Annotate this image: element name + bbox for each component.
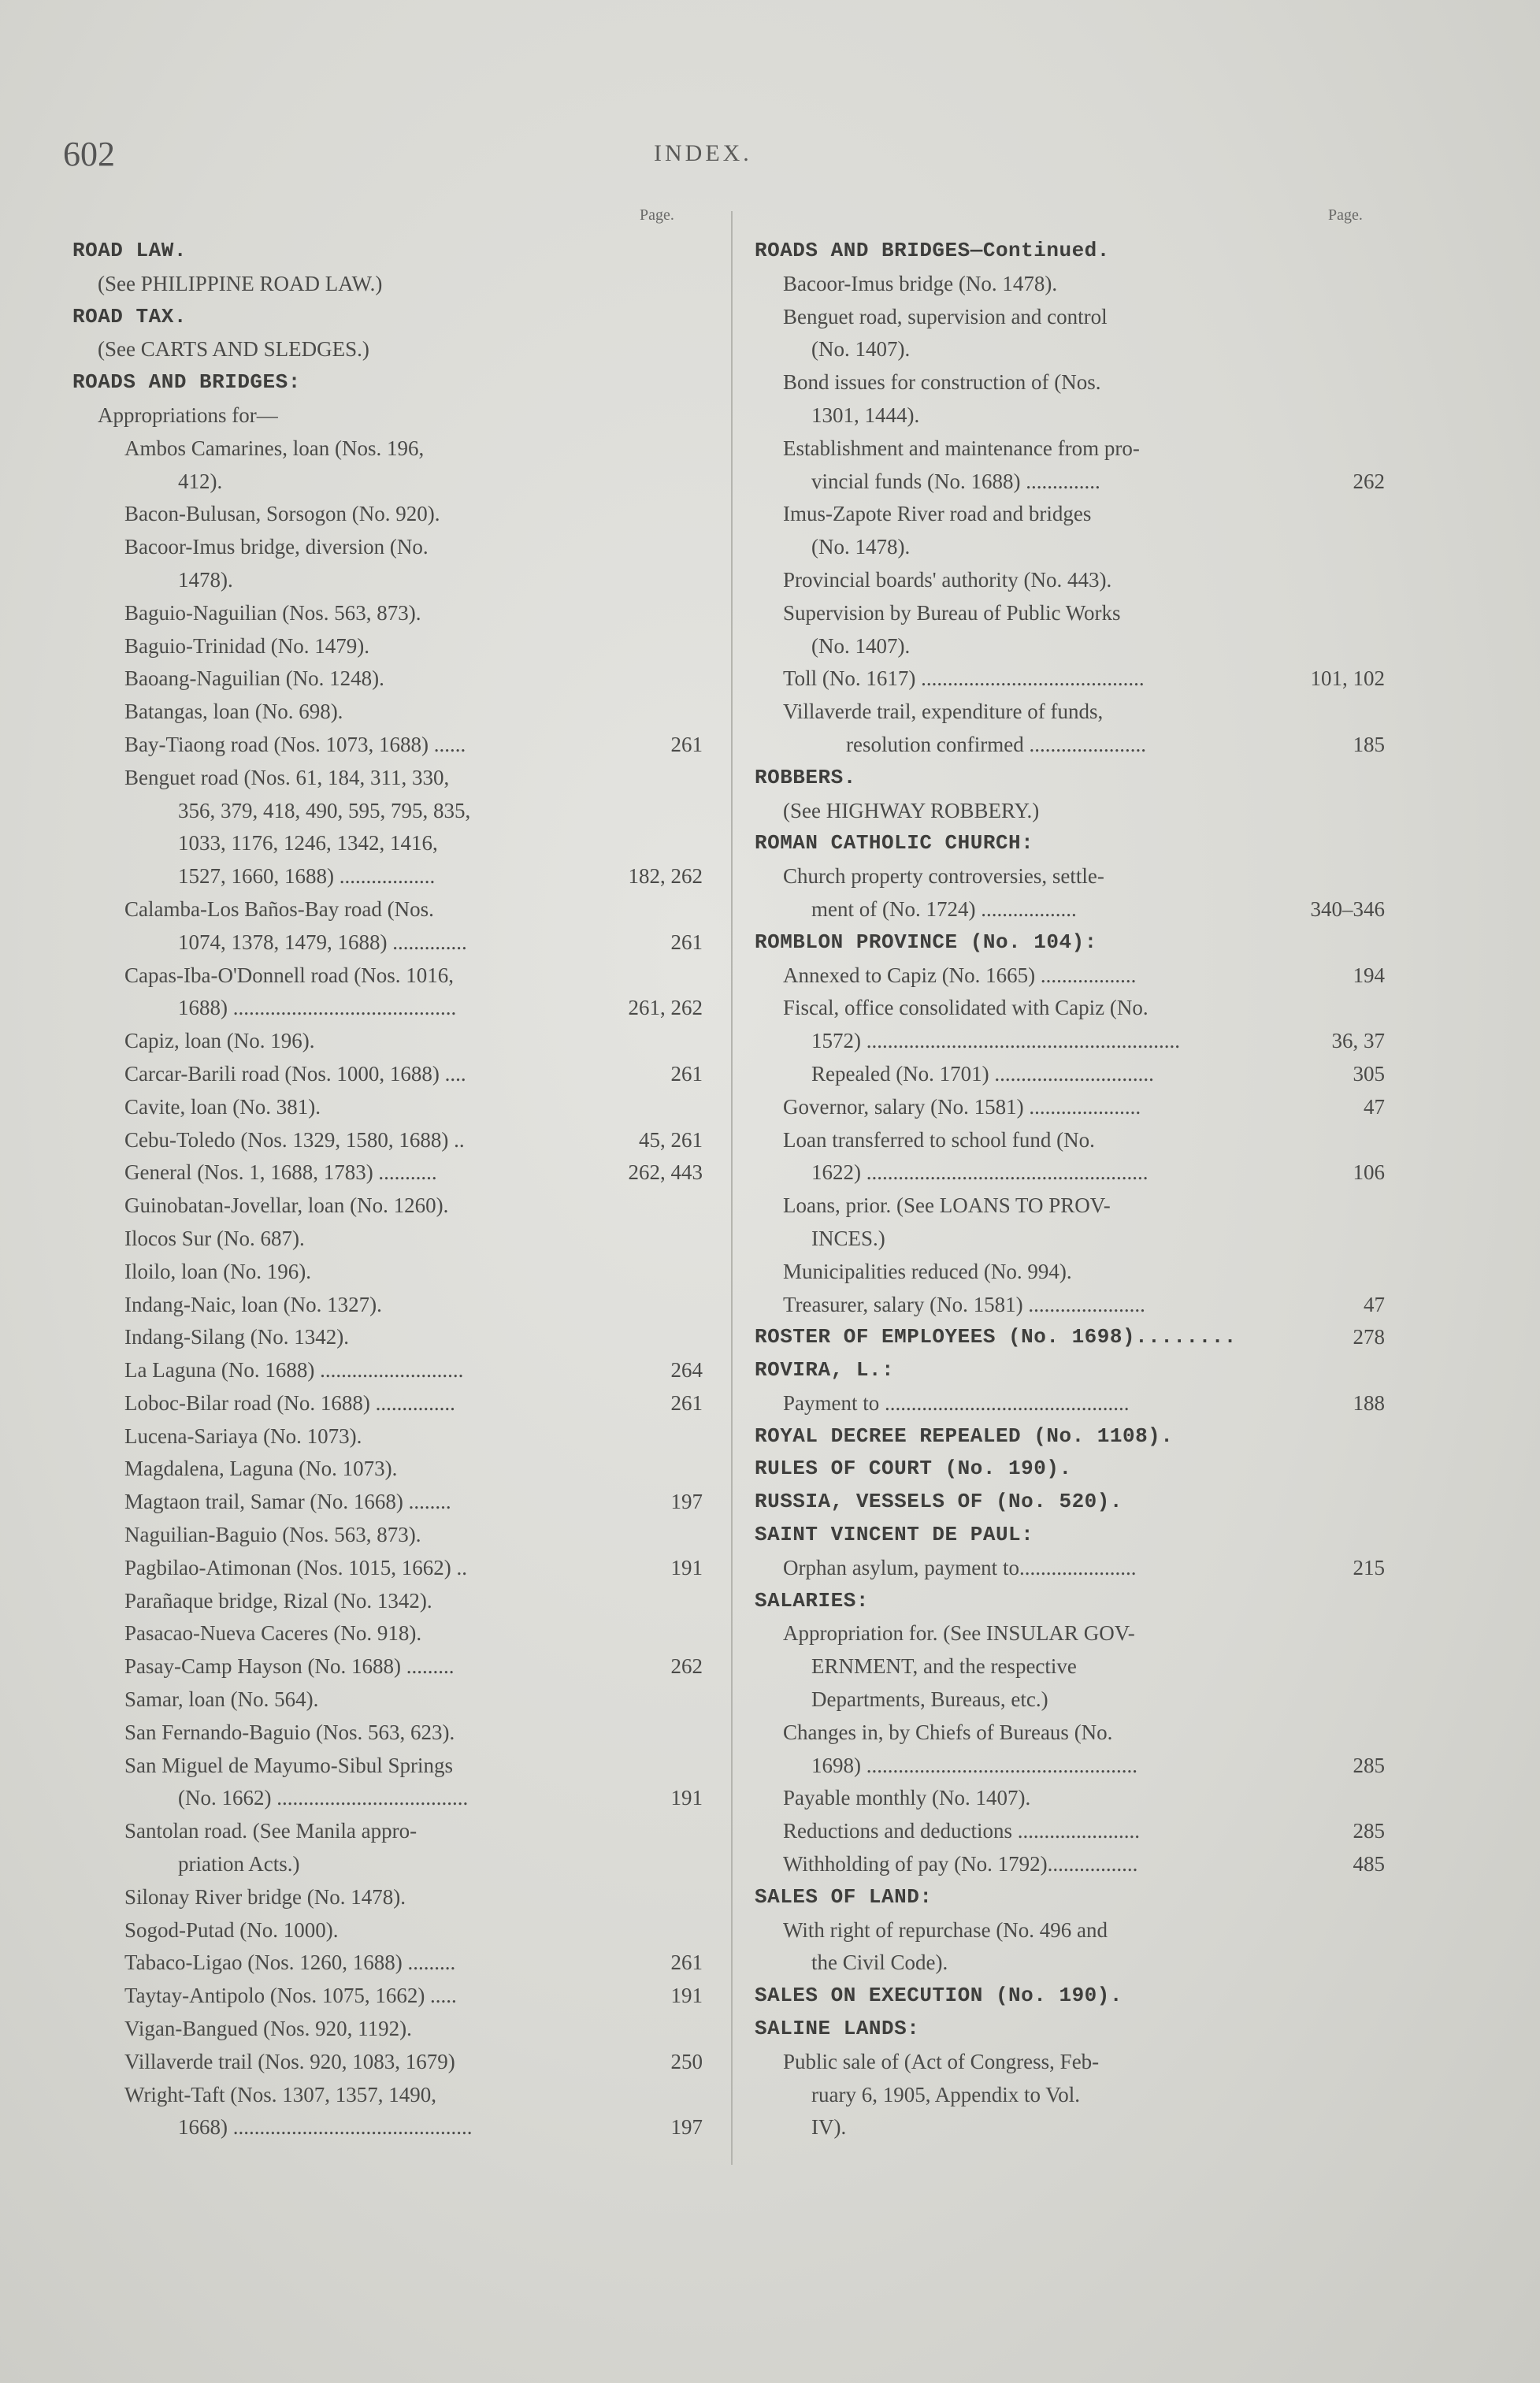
entry-page-ref: 285 xyxy=(1353,1819,1385,1843)
entry-text: Pasay-Camp Hayson (No. 1688) ......... xyxy=(124,1654,455,1679)
index-entry xyxy=(755,2046,1385,2079)
index-heading xyxy=(755,1354,1385,1387)
index-heading xyxy=(72,235,703,268)
index-heading xyxy=(755,1420,1385,1453)
index-entry xyxy=(72,1124,703,1157)
entry-text: Bond issues for construction of (Nos. xyxy=(783,370,1101,395)
entry-text: Calamba-Los Baños-Bay road (Nos. xyxy=(124,896,434,921)
entry-text: RULES OF COURT (No. 190). xyxy=(755,1457,1072,1481)
entry-text: ruary 6, 1905, Appendix to Vol. xyxy=(811,2082,1080,2106)
entry-text: Sogod-Putad (No. 1000). xyxy=(124,1917,339,1942)
entry-text: Silonay River bridge (No. 1478). xyxy=(124,1884,406,1909)
index-entry xyxy=(72,2046,703,2079)
index-entry xyxy=(755,1717,1385,1750)
entry-page-ref: 197 xyxy=(670,1490,703,1514)
page-number: 602 xyxy=(63,135,115,173)
index-entry xyxy=(72,960,703,993)
index-entry xyxy=(755,2079,1385,2112)
index-entry xyxy=(72,1256,703,1289)
index-entry xyxy=(72,1387,703,1420)
entry-text: Capas-Iba-O'Donnell road (Nos. 1016, xyxy=(124,963,455,987)
entry-text: Benguet road, supervision and control xyxy=(783,304,1108,328)
entry-page-ref: 485 xyxy=(1353,1852,1385,1876)
index-entry xyxy=(72,1782,703,1815)
index-entry xyxy=(72,466,703,499)
index-heading xyxy=(72,366,703,399)
index-entry xyxy=(72,860,703,893)
index-entry xyxy=(72,926,703,960)
entry-text: Municipalities reduced (No. 994). xyxy=(783,1259,1072,1283)
index-entry xyxy=(755,366,1385,399)
entry-text: (See HIGHWAY ROBBERY.) xyxy=(783,798,1040,822)
index-heading xyxy=(755,1519,1385,1552)
entry-page-ref: 45, 261 xyxy=(639,1127,703,1152)
entry-text: priation Acts.) xyxy=(178,1852,300,1876)
index-heading xyxy=(72,301,703,334)
entry-page-ref: 264 xyxy=(670,1358,703,1383)
index-entry xyxy=(72,1289,703,1322)
index-entry xyxy=(72,2013,703,2046)
index-entry xyxy=(72,1486,703,1519)
running-head: INDEX. xyxy=(654,140,752,166)
entry-page-ref: 191 xyxy=(670,1555,703,1579)
entry-text: With right of repurchase (No. 496 and xyxy=(783,1917,1108,1942)
entry-text: Villaverde trail, expenditure of funds, xyxy=(783,700,1104,724)
index-entry xyxy=(755,268,1385,301)
entry-text: Treasurer, salary (No. 1581) ...................... xyxy=(783,1292,1145,1316)
entry-text: Governor, salary (No. 1581) ..................... xyxy=(783,1094,1141,1119)
entry-text: Batangas, loan (No. 698). xyxy=(124,700,343,724)
index-entry xyxy=(72,893,703,926)
index-entry xyxy=(72,1453,703,1486)
index-entry xyxy=(72,1321,703,1354)
entry-text: Provincial boards' authority (No. 443). xyxy=(783,567,1112,592)
entry-text: Tabaco-Ligao (Nos. 1260, 1688) ......... xyxy=(124,1951,456,1975)
index-entry xyxy=(755,1683,1385,1717)
index-entry xyxy=(755,1091,1385,1124)
entry-text: General (Nos. 1, 1688, 1783) ........... xyxy=(124,1160,437,1185)
index-entry xyxy=(755,893,1385,926)
entry-text: SAINT VINCENT DE PAUL: xyxy=(755,1523,1034,1547)
entry-text: Lucena-Sariaya (No. 1073). xyxy=(124,1423,362,1448)
entry-text: 1074, 1378, 1479, 1688) .............. xyxy=(178,930,467,954)
left-index-lines xyxy=(72,235,703,2144)
entry-text: ROBBERS. xyxy=(755,765,856,789)
index-heading xyxy=(755,762,1385,795)
entry-page-ref: 250 xyxy=(670,2049,703,2073)
entry-text: ment of (No. 1724) .................. xyxy=(811,896,1077,921)
index-entry xyxy=(72,399,703,432)
index-entry xyxy=(72,2111,703,2144)
index-entry xyxy=(755,630,1385,663)
entry-text: Magdalena, Laguna (No. 1073). xyxy=(124,1457,398,1481)
entry-text: SALARIES: xyxy=(755,1588,869,1613)
entry-page-ref: 278 xyxy=(1353,1325,1385,1349)
entry-text: 1698) ................................................... xyxy=(811,1753,1137,1777)
entry-page-ref: 261 xyxy=(670,1061,703,1086)
index-entry xyxy=(755,1124,1385,1157)
entry-text: (No. 1407). xyxy=(811,337,911,362)
entry-text: ERNMENT, and the respective xyxy=(811,1654,1077,1679)
entry-text: Cebu-Toledo (Nos. 1329, 1580, 1688) .. xyxy=(124,1127,465,1152)
index-entry xyxy=(755,696,1385,729)
index-entry xyxy=(72,333,703,366)
entry-text: Iloilo, loan (No. 196). xyxy=(124,1259,311,1283)
entry-page-ref: 47 xyxy=(1364,1292,1385,1316)
entry-page-ref: 340–346 xyxy=(1310,896,1385,921)
index-heading xyxy=(755,827,1385,860)
entry-page-ref: 262, 443 xyxy=(628,1160,703,1185)
entry-text: San Fernando-Baguio (Nos. 563, 623). xyxy=(124,1720,455,1744)
index-entry xyxy=(72,795,703,828)
entry-text: (See CARTS AND SLEDGES.) xyxy=(98,337,369,362)
entry-text: 1301, 1444). xyxy=(811,403,920,427)
index-entry xyxy=(72,1552,703,1585)
index-entry xyxy=(72,1980,703,2013)
index-entry xyxy=(755,1223,1385,1256)
index-entry xyxy=(72,531,703,564)
entry-text: Capiz, loan (No. 196). xyxy=(124,1029,315,1053)
index-entry xyxy=(72,1848,703,1881)
index-entry xyxy=(72,1354,703,1387)
entry-text: Indang-Silang (No. 1342). xyxy=(124,1325,349,1349)
entry-page-ref: 197 xyxy=(670,2115,703,2140)
entry-text: Baguio-Naguilian (Nos. 563, 873). xyxy=(124,600,421,625)
entry-text: San Miguel de Mayumo-Sibul Springs xyxy=(124,1753,453,1777)
index-entry xyxy=(72,1025,703,1058)
index-entry xyxy=(72,663,703,696)
entry-text: Pagbilao-Atimonan (Nos. 1015, 1662) .. xyxy=(124,1555,467,1579)
entry-text: Villaverde trail (Nos. 920, 1083, 1679) xyxy=(124,2049,455,2073)
index-entry xyxy=(72,1947,703,1980)
index-entry xyxy=(755,432,1385,466)
entry-text: (No. 1478). xyxy=(811,535,911,559)
entry-page-ref: 101, 102 xyxy=(1310,666,1385,691)
entry-text: Magtaon trail, Samar (No. 1668) ........ xyxy=(124,1490,451,1514)
entry-page-ref: 188 xyxy=(1353,1390,1385,1415)
entry-text: Orphan asylum, payment to...................... xyxy=(783,1555,1137,1579)
entry-text: Loboc-Bilar road (No. 1688) ............... xyxy=(124,1390,455,1415)
index-entry xyxy=(755,1782,1385,1815)
index-entry xyxy=(72,597,703,630)
index-entry xyxy=(755,1256,1385,1289)
index-entry xyxy=(72,1650,703,1683)
entry-page-ref: 261 xyxy=(670,1951,703,1975)
index-entry xyxy=(755,1815,1385,1848)
column-divider xyxy=(731,211,733,2165)
index-entry xyxy=(755,1387,1385,1420)
entry-page-ref: 261, 262 xyxy=(628,996,703,1020)
entry-text: Ambos Camarines, loan (Nos. 196, xyxy=(124,436,425,460)
entry-text: Appropriations for— xyxy=(98,403,278,427)
index-entry xyxy=(72,1914,703,1947)
entry-text: Vigan-Bangued (Nos. 920, 1192). xyxy=(124,2017,412,2041)
entry-page-ref: 47 xyxy=(1364,1094,1385,1119)
entry-text: ROYAL DECREE REPEALED (No. 1108). xyxy=(755,1423,1174,1448)
index-entry xyxy=(755,1156,1385,1190)
entry-text: 1033, 1176, 1246, 1342, 1416, xyxy=(178,831,438,856)
index-heading xyxy=(755,1585,1385,1618)
entry-text: ROMBLON PROVINCE (No. 104): xyxy=(755,930,1097,954)
entry-text: Baguio-Trinidad (No. 1479). xyxy=(124,633,369,658)
index-entry xyxy=(72,1585,703,1618)
index-entry xyxy=(755,1190,1385,1223)
index-entry xyxy=(755,663,1385,696)
entry-text: SALINE LANDS: xyxy=(755,2017,920,2041)
index-entry xyxy=(755,1750,1385,1783)
entry-text: Reductions and deductions ....................... xyxy=(783,1819,1140,1843)
right-page-column-label: Page. xyxy=(1328,206,1363,224)
entry-text: Cavite, loan (No. 381). xyxy=(124,1094,321,1119)
entry-text: Church property controversies, settle- xyxy=(783,864,1104,889)
entry-text: Baoang-Naguilian (No. 1248). xyxy=(124,666,384,691)
index-entry xyxy=(755,466,1385,499)
index-entry xyxy=(755,1617,1385,1650)
entry-page-ref: 305 xyxy=(1353,1061,1385,1086)
index-entry xyxy=(755,1914,1385,1947)
entry-text: 1688) .......................................... xyxy=(178,996,457,1020)
entry-text: Bacon-Bulusan, Sorsogon (No. 920). xyxy=(124,502,440,526)
entry-text: Loan transferred to school fund (No. xyxy=(783,1127,1095,1152)
entry-text: Guinobatan-Jovellar, loan (No. 1260). xyxy=(124,1193,449,1218)
entry-text: 1572) ........................................................... xyxy=(811,1029,1180,1053)
entry-page-ref: 191 xyxy=(670,1786,703,1810)
entry-text: Bacoor-Imus bridge, diversion (No. xyxy=(124,535,429,559)
index-entry xyxy=(755,729,1385,762)
index-entry xyxy=(72,1683,703,1717)
index-entry xyxy=(72,432,703,466)
entry-page-ref: 36, 37 xyxy=(1331,1029,1385,1053)
entry-text: Ilocos Sur (No. 687). xyxy=(124,1226,305,1250)
index-entry xyxy=(755,498,1385,531)
entry-text: Public sale of (Act of Congress, Feb- xyxy=(783,2049,1100,2073)
index-entry xyxy=(72,992,703,1025)
entry-page-ref: 191 xyxy=(670,1984,703,2008)
index-entry xyxy=(755,399,1385,432)
index-entry xyxy=(72,1190,703,1223)
entry-text: Changes in, by Chiefs of Bureaus (No. xyxy=(783,1720,1113,1744)
index-entry xyxy=(755,795,1385,828)
entry-text: ROAD LAW. xyxy=(72,239,187,262)
entry-text: vincial funds (No. 1688) .............. xyxy=(811,469,1100,493)
entry-text: ROAD TAX. xyxy=(72,304,187,328)
entry-text: Santolan road. (See Manila appro- xyxy=(124,1819,417,1843)
index-entry xyxy=(755,1025,1385,1058)
index-entry xyxy=(72,1750,703,1783)
entry-page-ref: 215 xyxy=(1353,1555,1385,1579)
entry-text: INCES.) xyxy=(811,1226,885,1250)
entry-page-ref: 261 xyxy=(670,1390,703,1415)
index-heading xyxy=(755,1486,1385,1519)
index-entry xyxy=(755,1650,1385,1683)
index-entry xyxy=(72,268,703,301)
index-heading xyxy=(755,1881,1385,1914)
entry-text: Indang-Naic, loan (No. 1327). xyxy=(124,1292,382,1316)
index-entry xyxy=(755,597,1385,630)
entry-text: 356, 379, 418, 490, 595, 795, 835, xyxy=(178,798,471,822)
index-entry xyxy=(755,531,1385,564)
index-entry xyxy=(72,1881,703,1914)
entry-text: Establishment and maintenance from pro- xyxy=(783,436,1140,460)
entry-text: Pasacao-Nueva Caceres (No. 918). xyxy=(124,1621,422,1646)
entry-text: (No. 1662) .................................... xyxy=(178,1786,469,1810)
index-entry xyxy=(755,1552,1385,1585)
entry-text: 1478). xyxy=(178,567,233,592)
entry-text: IV). xyxy=(811,2115,847,2140)
index-entry xyxy=(755,1947,1385,1980)
index-entry xyxy=(72,827,703,860)
entry-text: SALES ON EXECUTION (No. 190). xyxy=(755,1984,1123,2008)
index-heading xyxy=(755,235,1385,268)
entry-page-ref: 261 xyxy=(670,930,703,954)
entry-text: La Laguna (No. 1688) ........................... xyxy=(124,1358,464,1383)
entry-text: SALES OF LAND: xyxy=(755,1884,933,1909)
index-entry xyxy=(72,2079,703,2112)
entry-text: Wright-Taft (Nos. 1307, 1357, 1490, xyxy=(124,2082,436,2106)
index-entry xyxy=(755,960,1385,993)
index-entry xyxy=(72,762,703,795)
index-entry xyxy=(755,333,1385,366)
entry-text: ROADS AND BRIDGES—Continued. xyxy=(755,239,1110,262)
index-entry xyxy=(72,1091,703,1124)
entry-text: (No. 1407). xyxy=(811,633,911,658)
entry-page-ref: 262 xyxy=(1353,469,1385,493)
entry-page-ref: 285 xyxy=(1353,1753,1385,1777)
entry-text: Carcar-Barili road (Nos. 1000, 1688) .... xyxy=(124,1061,466,1086)
entry-text: Payment to .............................................. xyxy=(783,1390,1130,1415)
entry-page-ref: 106 xyxy=(1353,1160,1385,1185)
index-heading xyxy=(755,1453,1385,1486)
index-entry xyxy=(72,729,703,762)
entry-text: Fiscal, office consolidated with Capiz (No. xyxy=(783,996,1149,1020)
entry-text: Payable monthly (No. 1407). xyxy=(783,1786,1031,1810)
index-entry xyxy=(72,1815,703,1848)
entry-text: Benguet road (Nos. 61, 184, 311, 330, xyxy=(124,765,450,789)
entry-text: RUSSIA, VESSELS OF (No. 520). xyxy=(755,1490,1123,1514)
index-entry xyxy=(72,630,703,663)
left-page-column-label: Page. xyxy=(640,206,674,224)
entry-text: Annexed to Capiz (No. 1665) .................. xyxy=(783,963,1137,987)
entry-text: Supervision by Bureau of Public Works xyxy=(783,600,1121,625)
entry-text: 1668) ............................................. xyxy=(178,2115,473,2140)
index-entry xyxy=(755,1058,1385,1091)
index-entry xyxy=(72,1156,703,1190)
index-entry xyxy=(72,696,703,729)
entry-text: 1527, 1660, 1688) .................. xyxy=(178,864,436,889)
index-entry xyxy=(755,301,1385,334)
entry-text: Appropriation for. (See INSULAR GOV- xyxy=(783,1621,1135,1646)
entry-text: ROSTER OF EMPLOYEES (No. 1698)........ xyxy=(755,1325,1237,1349)
index-entry xyxy=(755,2111,1385,2144)
entry-text: (See PHILIPPINE ROAD LAW.) xyxy=(98,271,383,295)
index-entry xyxy=(755,860,1385,893)
entry-text: resolution confirmed ...................... xyxy=(846,732,1146,756)
index-entry xyxy=(72,564,703,597)
right-index-lines xyxy=(755,235,1385,2144)
index-heading xyxy=(755,926,1385,960)
entry-text: Imus-Zapote River road and bridges xyxy=(783,502,1092,526)
index-entry xyxy=(755,1289,1385,1322)
entry-text: Samar, loan (No. 564). xyxy=(124,1687,319,1712)
index-entry xyxy=(755,564,1385,597)
index-heading xyxy=(755,1321,1385,1354)
entry-text: Departments, Bureaus, etc.) xyxy=(811,1687,1048,1712)
entry-page-ref: 261 xyxy=(670,732,703,756)
entry-text: Taytay-Antipolo (Nos. 1075, 1662) ..... xyxy=(124,1984,457,2008)
entry-page-ref: 194 xyxy=(1353,963,1385,987)
index-heading xyxy=(755,1980,1385,2013)
index-entry xyxy=(755,992,1385,1025)
entry-text: ROVIRA, L.: xyxy=(755,1358,895,1383)
entry-text: ROADS AND BRIDGES: xyxy=(72,370,301,395)
index-entry xyxy=(72,498,703,531)
entry-text: 1622) ..................................................... xyxy=(811,1160,1149,1185)
entry-text: 412). xyxy=(178,469,223,493)
index-heading xyxy=(755,2013,1385,2046)
entry-page-ref: 185 xyxy=(1353,732,1385,756)
index-entry xyxy=(72,1223,703,1256)
entry-text: the Civil Code). xyxy=(811,1951,948,1975)
index-entry xyxy=(755,1848,1385,1881)
index-entry xyxy=(72,1717,703,1750)
entry-text: ROMAN CATHOLIC CHURCH: xyxy=(755,831,1034,856)
entry-text: Bacoor-Imus bridge (No. 1478). xyxy=(783,271,1058,295)
entry-page-ref: 182, 262 xyxy=(628,864,703,889)
index-entry xyxy=(72,1420,703,1453)
index-entry xyxy=(72,1519,703,1552)
entry-text: Naguilian-Baguio (Nos. 563, 873). xyxy=(124,1523,421,1547)
entry-text: Loans, prior. (See LOANS TO PROV- xyxy=(783,1193,1111,1218)
entry-text: Repealed (No. 1701) .............................. xyxy=(811,1061,1154,1086)
entry-page-ref: 262 xyxy=(670,1654,703,1679)
entry-text: Withholding of pay (No. 1792)................. xyxy=(783,1852,1138,1876)
entry-text: Parañaque bridge, Rizal (No. 1342). xyxy=(124,1588,432,1613)
entry-text: Toll (No. 1617) .......................................... xyxy=(783,666,1145,691)
index-entry xyxy=(72,1617,703,1650)
index-entry xyxy=(72,1058,703,1091)
entry-text: Bay-Tiaong road (Nos. 1073, 1688) ...... xyxy=(124,732,466,756)
